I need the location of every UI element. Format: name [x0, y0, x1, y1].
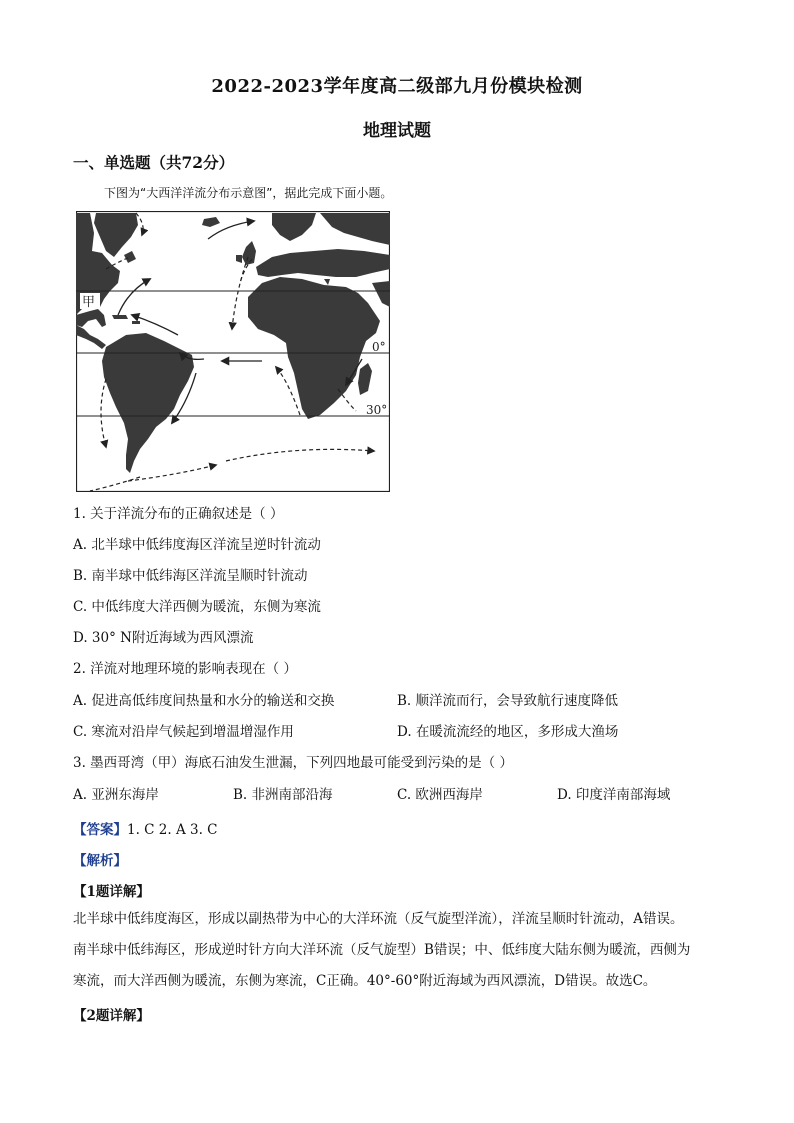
page-subtitle: 地理试题 — [363, 121, 431, 141]
section-heading: 一、单选题（共72分） — [73, 153, 235, 172]
answer-line — [73, 818, 218, 838]
q3-option-b: B. 非洲南部沿海 — [233, 787, 333, 803]
intro-text: 下图为“大西洋洋流分布示意图”，据此完成下面小题。 — [104, 186, 393, 200]
q1-option-a: A. 北半球中低纬度海区洋流呈逆时针流动 — [73, 537, 321, 553]
detail2-heading: 【2题详解】 — [73, 1008, 150, 1024]
q1-stem: 1. 关于洋流分布的正确叙述是（ ） — [73, 506, 284, 522]
q3-option-c: C. 欧洲西海岸 — [397, 787, 483, 803]
detail1-body — [73, 904, 723, 997]
q1-option-c: C. 中低纬度大洋西侧为暖流，东侧为寒流 — [73, 599, 321, 615]
q2-option-c: C. 寒流对沿岸气候起到增温增湿作用 — [73, 724, 294, 740]
detail1-line: 寒流，而大洋西侧为暖流，东侧为寒流，C正确。40°-60°附近海域为西风漂流，D错误。故选C。 — [73, 973, 657, 989]
q2-option-d: D. 在暖流流经的地区，多形成大渔场 — [397, 724, 619, 740]
page-title: 2022-2023学年度高二级部九月份模块检测 — [211, 76, 583, 97]
detail1-line: 南半球中低纬海区，形成逆时针方向大洋环流（反气旋型）B错误；中、低纬度大陆东侧为暖流，西侧为 — [73, 942, 691, 958]
analysis-tag: 【解析】 — [73, 853, 127, 869]
label-jia: 甲 — [82, 295, 96, 310]
label-0-deg: 0° — [372, 340, 386, 354]
q1-option-d: D. 30° N附近海域为西风漂流 — [73, 630, 254, 646]
q2-option-a: A. 促进高低纬度间热量和水分的输送和交换 — [73, 693, 335, 709]
q3-option-a: A. 亚洲东海岸 — [73, 787, 159, 803]
q1-option-b: B. 南半球中低纬海区洋流呈顺时针流动 — [73, 568, 308, 584]
answer-text: 1. C 2. A 3. C — [127, 822, 218, 838]
detail1-heading: 【1题详解】 — [73, 884, 150, 900]
q3-option-d: D. 印度洋南部海域 — [557, 787, 671, 803]
q3-stem: 3. 墨西哥湾（甲）海底石油发生泄漏，下列四地最可能受到污染的是（ ） — [73, 755, 513, 771]
answer-tag: 【答案】 — [73, 822, 127, 838]
q2-option-b: B. 顺洋流而行，会导致航行速度降低 — [397, 693, 619, 709]
atlantic-current-map — [76, 211, 390, 492]
q2-stem: 2. 洋流对地理环境的影响表现在（ ） — [73, 661, 297, 677]
detail1-line: 北半球中低纬度海区，形成以副热带为中心的大洋环流（反气旋型洋流），洋流呈顺时针流动，A错误。 — [73, 911, 684, 927]
label-30-deg: 30° — [366, 403, 388, 417]
